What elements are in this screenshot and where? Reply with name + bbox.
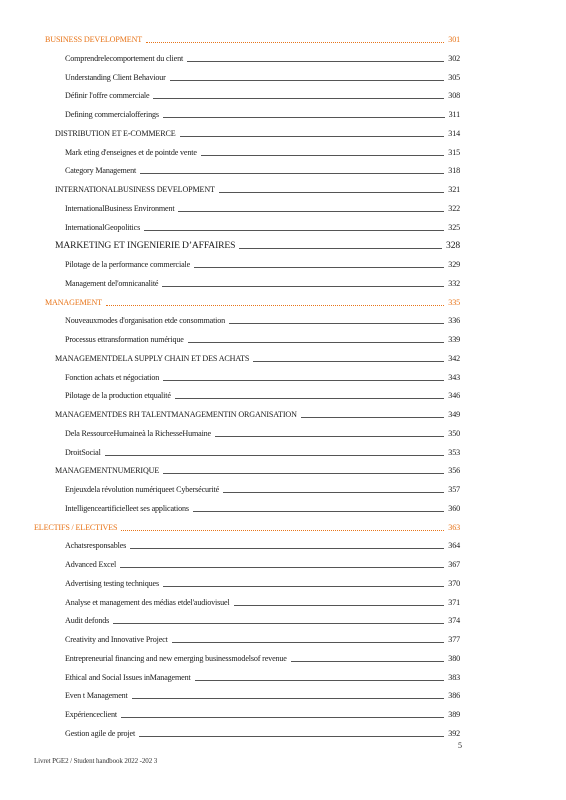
toc-entry-title: Defining commercialofferings	[65, 110, 159, 119]
toc-entry	[0, 87, 566, 106]
toc-entry-page: 339	[448, 335, 460, 344]
toc-entry-page: 314	[448, 128, 460, 138]
toc-entry	[0, 444, 566, 463]
toc-leader-line	[201, 155, 444, 156]
toc-entry-page: 383	[448, 672, 460, 682]
toc-leader-line	[163, 586, 444, 587]
toc-entry	[0, 725, 566, 744]
toc-entry	[0, 706, 566, 725]
toc-entry-title: Définir l'offre commerciale	[65, 91, 150, 101]
toc-leader-line	[153, 98, 444, 99]
toc-entry	[0, 369, 566, 388]
toc-leader-line	[239, 248, 442, 249]
toc-entry-page: 302	[448, 53, 460, 63]
toc-entry-title: ELECTIFS / ELECTIVES	[34, 522, 118, 532]
toc-entry-title: Audit defonds	[65, 616, 110, 626]
toc-entry	[0, 237, 566, 256]
toc-entry	[0, 162, 566, 181]
toc-leader-line	[106, 305, 444, 306]
toc-entry-page: 335	[448, 297, 460, 307]
toc-leader-line	[120, 567, 444, 568]
toc-entry	[0, 144, 566, 163]
toc-entry-title: BUSINESS DEVELOPMENT	[45, 35, 143, 44]
toc-entry-title: INTERNATIONALBUSINESS DEVELOPMENT	[55, 185, 215, 194]
toc-leader-line	[162, 286, 444, 287]
toc-entry-page: 350	[448, 428, 460, 438]
toc-leader-line	[144, 230, 444, 231]
toc-entry	[0, 125, 566, 144]
toc-leader-line	[132, 698, 444, 699]
toc-entry	[0, 687, 566, 706]
toc-entry	[0, 462, 566, 481]
toc-leader-line	[105, 455, 444, 456]
toc-leader-line	[140, 173, 444, 174]
toc-leader-line	[195, 680, 444, 681]
toc-entry	[0, 481, 566, 500]
toc-entry-page: 342	[448, 353, 460, 363]
toc-entry-page: 336	[448, 316, 460, 326]
toc-entry-title: MANAGEMENTNUMERIQUE	[55, 466, 160, 476]
toc-entry	[0, 650, 566, 669]
toc-leader-line	[163, 380, 444, 381]
toc-entry-title: Category Management	[65, 166, 137, 176]
toc-entry-page: 367	[448, 560, 460, 569]
toc-entry	[0, 50, 566, 69]
toc-entry-title: Ethical and Social Issues inManagement	[65, 672, 191, 682]
toc-entry-page: 328	[446, 240, 460, 252]
toc-entry-page: 349	[448, 410, 460, 419]
toc-entry	[0, 31, 566, 50]
toc-leader-line	[180, 136, 444, 137]
toc-entry	[0, 219, 566, 238]
toc-leader-line	[193, 511, 444, 512]
toc-entry	[0, 556, 566, 575]
toc-leader-line	[194, 267, 444, 268]
toc-entry-title: Entrepreneurial financing and new emerging businessmodelsof revenue	[65, 653, 287, 663]
toc-leader-line	[187, 61, 444, 62]
toc-entry	[0, 631, 566, 650]
toc-leader-line	[234, 605, 444, 606]
toc-leader-line	[301, 417, 444, 418]
toc-leader-line	[172, 642, 444, 643]
toc-leader-line	[121, 717, 444, 718]
toc-entry-title: Enjeuxdela révolution numériqueet Cybersécurité	[65, 485, 220, 494]
toc-leader-line	[121, 530, 444, 531]
footer-text: Livret PGE2 / Student handbook 2022 -202 3	[34, 757, 158, 765]
toc-leader-line	[291, 661, 444, 662]
toc-entry-title: Advanced Excel	[65, 560, 117, 569]
toc-entry-title: MARKETING ET INGENIERIE D’AFFAIRES	[55, 240, 236, 252]
toc-entry-title: Pilotage de la performance commerciale	[65, 260, 191, 269]
toc-entry-page: 363	[448, 522, 460, 532]
toc-leader-line	[229, 323, 444, 324]
toc-entry-title: Mark eting d'enseignes et de pointde vente	[65, 147, 197, 157]
toc-entry-page: 343	[448, 372, 460, 382]
toc-entry-page: 374	[448, 616, 460, 626]
toc-leader-line	[170, 80, 444, 81]
toc-entry-title: InternationalBusiness Environment	[65, 203, 175, 213]
toc-entry	[0, 594, 566, 613]
toc-entry-page: 377	[448, 635, 460, 644]
toc-entry-page: 371	[448, 597, 460, 607]
toc-entry	[0, 106, 566, 125]
toc-entry-page: 315	[448, 147, 460, 157]
toc-entry-title: Even t Management	[65, 691, 128, 701]
toc-leader-line	[188, 342, 444, 343]
toc-entry-title: MANAGEMENT	[45, 297, 102, 307]
toc-entry	[0, 69, 566, 88]
toc-entry	[0, 387, 566, 406]
toc-entry	[0, 575, 566, 594]
toc-entry-page: 370	[448, 578, 460, 588]
toc-entry-title: Understanding Client Behaviour	[65, 72, 166, 82]
toc-entry-title: Creativity and Innovative Project	[65, 635, 168, 644]
toc-entry-page: 364	[448, 541, 460, 551]
toc-entry	[0, 181, 566, 200]
toc-leader-line	[163, 473, 444, 474]
toc-entry-page: 305	[448, 72, 460, 82]
toc-leader-line	[139, 736, 444, 737]
toc-leader-line	[219, 192, 444, 193]
toc-entry-title: DISTRIBUTION ET E-COMMERCE	[55, 128, 176, 138]
toc-entry-title: Processus ettransformation numérique	[65, 335, 184, 344]
toc-entry-title: Gestion agile de projet	[65, 728, 136, 738]
toc-entry-title: Expérienceclient	[65, 710, 117, 719]
toc-entry-title: Advertising testing techniques	[65, 578, 159, 588]
toc-leader-line	[130, 548, 444, 549]
toc-entry	[0, 537, 566, 556]
toc-entry-title: Pilotage de la production etqualité	[65, 391, 171, 401]
toc-entry-title: Comprendrelecomportement du client	[65, 53, 184, 63]
toc-entry	[0, 312, 566, 331]
toc-entry	[0, 500, 566, 519]
toc-entry	[0, 612, 566, 631]
toc-entry-page: 360	[448, 503, 460, 513]
toc-entry-page: 311	[448, 110, 460, 119]
toc-entry	[0, 425, 566, 444]
toc-entry	[0, 275, 566, 294]
toc-entry-title: Analyse et management des médias etdel'audiovisuel	[65, 597, 230, 607]
toc-leader-line	[146, 42, 444, 43]
toc-entry-title: InternationalGeopolitics	[65, 222, 141, 232]
toc-entry	[0, 256, 566, 275]
toc-entry-page: 322	[448, 203, 460, 213]
toc-entry-page: 346	[448, 391, 460, 401]
toc-entry-page: 353	[448, 447, 460, 457]
toc-entry-title: Intelligenceartificielleet ses applications	[65, 503, 189, 513]
toc-entry-title: Nouveauxmodes d'organisation etde consommation	[65, 316, 226, 326]
toc-entry-page: 389	[448, 710, 460, 719]
toc-entry-title: Management del'omnicanalité	[65, 278, 159, 288]
toc-entry-page: 329	[448, 260, 460, 269]
toc-entry-page: 392	[448, 728, 460, 738]
toc-entry-title: Fonction achats et négociation	[65, 372, 160, 382]
toc-entry	[0, 331, 566, 350]
toc-entry	[0, 669, 566, 688]
toc-leader-line	[253, 361, 444, 362]
toc-leader-line	[175, 398, 444, 399]
toc-entry-page: 332	[448, 278, 460, 288]
toc-entry-page: 301	[448, 35, 460, 44]
toc-entry-title: Achatsresponsables	[65, 541, 127, 551]
toc-entry-title: DroitSocial	[65, 447, 101, 457]
toc-leader-line	[163, 117, 445, 118]
toc-entry-page: 321	[448, 185, 460, 194]
toc-entry-page: 380	[448, 653, 460, 663]
toc-leader-line	[113, 623, 444, 624]
toc-leader-line	[215, 436, 444, 437]
toc-entry-title: MANAGEMENTDES RH TALENTMANAGEMENTIN ORGANISATION	[55, 410, 297, 419]
toc-entry	[0, 350, 566, 369]
toc-leader-line	[178, 211, 444, 212]
table-of-contents	[0, 31, 566, 744]
toc-entry-page: 308	[448, 91, 460, 101]
toc-entry-page: 325	[448, 222, 460, 232]
toc-entry-page: 386	[448, 691, 460, 701]
toc-entry-title: MANAGEMENTDELA SUPPLY CHAIN ET DES ACHATS	[55, 353, 250, 363]
toc-entry-title: Dela RessourceHumaineà la RichesseHumaine	[65, 428, 212, 438]
toc-leader-line	[223, 492, 444, 493]
toc-entry-page: 357	[448, 485, 460, 494]
toc-entry	[0, 294, 566, 313]
toc-entry	[0, 519, 566, 538]
page-number: 5	[458, 741, 462, 750]
toc-entry	[0, 200, 566, 219]
toc-entry-page: 318	[448, 166, 460, 176]
toc-entry	[0, 406, 566, 425]
toc-entry-page: 356	[448, 466, 460, 476]
